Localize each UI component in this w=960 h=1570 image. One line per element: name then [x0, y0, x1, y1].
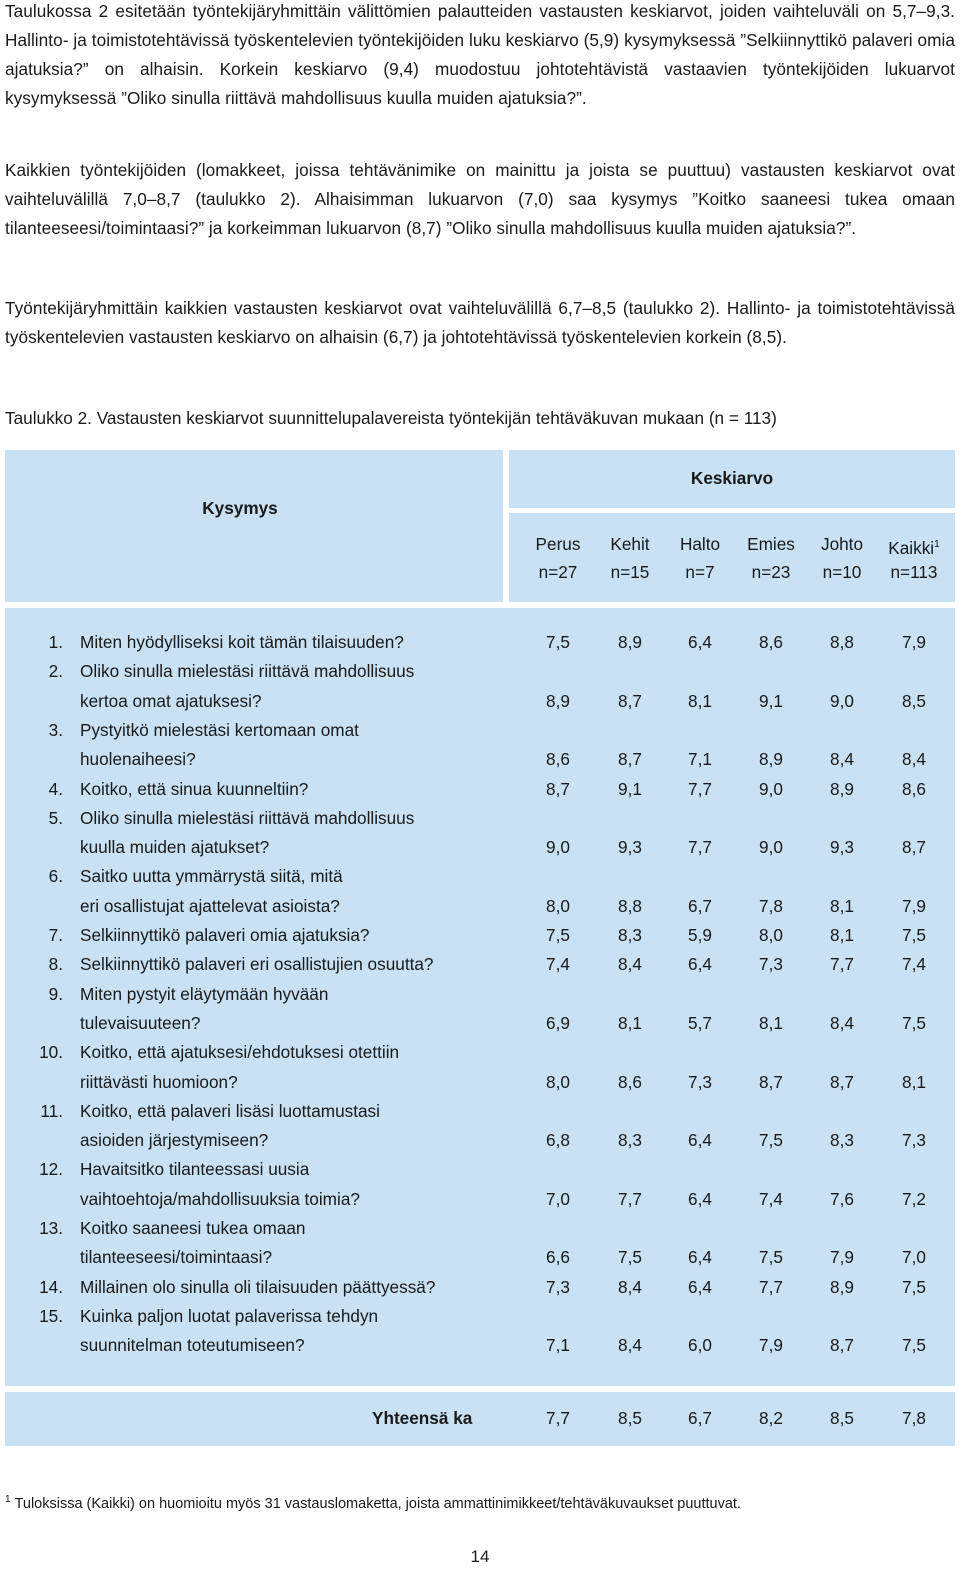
mean-value: 7,0	[902, 1247, 926, 1268]
group-header-n: n=7	[685, 562, 715, 582]
mean-value: 7,1	[546, 1335, 570, 1356]
mean-value: 8,1	[830, 925, 854, 945]
total-value: 8,2	[759, 1408, 783, 1428]
mean-value: 8,7	[830, 1071, 854, 1092]
mean-value: 8,8	[830, 632, 854, 652]
mean-value: 8,1	[688, 690, 712, 711]
question-text: Miten hyödylliseksi koit tämän tilaisuuden?	[80, 632, 404, 652]
mean-value: 7,7	[618, 1188, 642, 1209]
question-number: 1.	[48, 632, 63, 652]
question-text: suunnitelman toteutumiseen?	[80, 1335, 305, 1356]
total-label: Yhteensä ka	[372, 1408, 473, 1428]
question-text: Kuinka paljon luotat palaverissa tehdyn	[80, 1305, 379, 1326]
mean-value: 8,7	[618, 690, 642, 711]
group-header-name	[665, 530, 735, 559]
group-name: Kehit	[610, 534, 650, 554]
mean-value: 9,0	[546, 837, 570, 858]
mean-value: 8,7	[759, 1071, 783, 1092]
mean-value: 7,7	[759, 1276, 783, 1297]
total-value: 7,7	[546, 1408, 570, 1428]
intro-paragraph: Taulukossa 2 esitetään työntekijäryhmittäin välittömien palautteiden vastausten keskiarvot, joiden vaihteluväli on 5,7–9,3. Hallinto- ja toimistotehtävissä työskentelevien työntekijöiden luku keskiarvo (5,9) kysymyksessä ”Selkiinnyttikö palaveri omia ajatuksia?” on alhaisin. Korkein keskiarvo (9,4) muodostuu johtotehtävistä vastaavien työntekijöiden lukuarvot kysymyksessä ”Oliko sinulla riittävä mahdollisuus kuulla muiden ajatuksia?”.	[5, 1, 955, 108]
mean-value: 6,4	[688, 1188, 712, 1209]
group-name: Perus	[535, 534, 581, 554]
mean-value: 6,4	[688, 954, 712, 975]
question-text: Havaitsitko tilanteessasi uusia	[80, 1159, 310, 1180]
mean-value: 6,4	[688, 1247, 712, 1268]
footnote-reference: 1	[934, 539, 940, 550]
question-text: Koitko saaneesi tukea omaan	[80, 1218, 306, 1238]
mean-value: 8,0	[546, 895, 570, 916]
question-text: Pystyitkö mielestäsi kertomaan omat	[80, 719, 359, 740]
mean-value: 8,1	[618, 1012, 642, 1033]
mean-value: 5,9	[688, 925, 712, 945]
mean-value: 8,4	[618, 954, 642, 975]
question-text: Selkiinnyttikö palaveri omia ajatuksia?	[80, 925, 370, 945]
mean-value: 8,9	[759, 749, 783, 770]
mean-value: 7,9	[902, 632, 926, 652]
mean-value: 7,4	[902, 954, 926, 975]
mean-value: 7,3	[759, 954, 783, 975]
mean-value: 9,0	[830, 690, 854, 711]
mean-value: 8,6	[759, 632, 783, 652]
mean-value: 7,7	[688, 778, 712, 799]
mean-value: 8,1	[759, 1012, 783, 1033]
mean-value: 9,3	[618, 837, 642, 858]
question-text: tilanteeseesi/toimintaasi?	[80, 1247, 273, 1268]
question-number: 5.	[48, 807, 63, 828]
mean-value: 8,4	[830, 1012, 854, 1033]
question-text: Oliko sinulla mielestäsi riittävä mahdollisuus	[80, 661, 415, 682]
mean-value: 8,9	[830, 1276, 854, 1297]
mean-value: 7,4	[546, 954, 570, 975]
group-header-n: n=113	[890, 562, 938, 582]
group-header-name	[736, 530, 806, 559]
mean-value: 7,2	[902, 1188, 926, 1209]
mean-value: 8,3	[830, 1130, 854, 1151]
mean-value: 8,1	[830, 895, 854, 916]
mean-value: 9,0	[759, 837, 783, 858]
mean-value: 7,9	[759, 1335, 783, 1356]
question-number: 4.	[48, 778, 63, 799]
question-text: eri osallistujat ajattelevat asioista?	[80, 895, 340, 916]
group-name: Emies	[747, 534, 795, 554]
mean-value: 7,3	[546, 1276, 570, 1297]
question-number: 6.	[48, 866, 63, 887]
mean-value: 8,0	[759, 925, 783, 945]
question-text: Koitko, että palaveri lisäsi luottamustasi	[80, 1100, 380, 1121]
footnote	[5, 1488, 741, 1516]
mean-value: 9,1	[618, 778, 642, 799]
mean-value: 6,4	[688, 1276, 712, 1297]
question-text: Millainen olo sinulla oli tilaisuuden päättyessä?	[80, 1276, 436, 1297]
question-number: 15.	[39, 1305, 63, 1326]
total-value: 8,5	[830, 1408, 854, 1428]
footnote-marker: 1	[5, 1494, 11, 1505]
mean-value: 7,5	[902, 1335, 926, 1356]
mean-value: 8,4	[618, 1276, 642, 1297]
mean-value: 7,9	[902, 895, 926, 916]
question-number: 7.	[48, 925, 63, 945]
mean-value: 8,3	[618, 925, 642, 945]
mean-value: 7,5	[759, 1130, 783, 1151]
question-text: Oliko sinulla mielestäsi riittävä mahdollisuus	[80, 807, 415, 828]
mean-value: 7,3	[688, 1071, 712, 1092]
mean-value: 6,7	[688, 895, 712, 916]
group-name: Halto	[679, 534, 721, 554]
question-text: Koitko, että ajatuksesi/ehdotuksesi otettiin	[80, 1042, 400, 1063]
group-header-name	[523, 530, 593, 559]
mean-value: 8,7	[902, 837, 926, 858]
question-number: 3.	[48, 719, 63, 740]
page-number: 14	[470, 1547, 490, 1566]
question-text: vaihtoehtoja/mahdollisuuksia toimia?	[80, 1188, 360, 1209]
mean-value: 7,3	[902, 1130, 926, 1151]
mean-value: 8,6	[546, 749, 570, 770]
mean-value: 7,5	[902, 1276, 926, 1297]
mean-value: 8,8	[618, 895, 642, 916]
group-header-name	[807, 530, 877, 559]
mean-value: 5,7	[688, 1012, 712, 1033]
mean-value: 8,5	[902, 690, 926, 711]
question-number: 2.	[48, 661, 63, 682]
question-text: kertoa omat ajatuksesi?	[80, 690, 262, 711]
question-text: asioiden järjestymiseen?	[80, 1130, 269, 1151]
mean-value: 8,1	[902, 1071, 926, 1092]
footnote-text: Tuloksissa (Kaikki) on huomioitu myös 31 vastauslomaketta, joista ammattinimikkeet/tehtäväkuvaukset puuttuvat.	[14, 1496, 741, 1512]
question-number: 9.	[48, 983, 63, 1004]
mean-value: 7,7	[830, 954, 854, 975]
mean-value: 8,7	[830, 1335, 854, 1356]
mean-value: 7,5	[759, 1247, 783, 1268]
mean-value: 6,0	[688, 1335, 712, 1356]
mean-value: 7,7	[688, 837, 712, 858]
question-number: 11.	[40, 1100, 63, 1121]
group-header-n: n=23	[751, 562, 791, 582]
mean-value: 8,9	[546, 690, 570, 711]
group-header-n: n=10	[822, 562, 862, 582]
mean-value: 8,9	[618, 632, 642, 652]
mean-value: 8,7	[618, 749, 642, 770]
mean-value: 8,7	[546, 778, 570, 799]
mean-value: 7,6	[830, 1188, 854, 1209]
mean-value: 7,5	[902, 1012, 926, 1033]
mean-value: 9,3	[830, 837, 854, 858]
total-value: 8,5	[618, 1408, 642, 1428]
question-text: riittävästi huomioon?	[80, 1071, 238, 1092]
mean-value: 6,4	[688, 632, 712, 652]
mean-value: 6,6	[546, 1247, 570, 1268]
question-number: 14.	[39, 1276, 63, 1297]
group-name: Kaikki	[888, 538, 935, 558]
total-value: 7,8	[902, 1408, 926, 1428]
question-text: Saitko uutta ymmärrystä siitä, mitä	[80, 866, 343, 887]
mean-value: 8,0	[546, 1071, 570, 1092]
mean-value: 7,5	[618, 1247, 642, 1268]
mean-value: 7,8	[759, 895, 783, 916]
mean-value: 8,6	[902, 778, 926, 799]
mean-value: 7,4	[759, 1188, 783, 1209]
total-value: 6,7	[688, 1408, 712, 1428]
mean-value: 7,9	[830, 1247, 854, 1268]
mean-value: 6,8	[546, 1130, 570, 1151]
question-text: Koitko, että sinua kuunneltiin?	[80, 778, 309, 799]
mean-value: 8,4	[830, 749, 854, 770]
question-number: 13.	[39, 1218, 63, 1238]
mean-value: 6,4	[688, 1130, 712, 1151]
group-header-n: n=15	[610, 562, 650, 582]
group-header-name	[595, 530, 665, 559]
group-paragraph: Työntekijäryhmittäin kaikkien vastausten keskiarvot ovat vaihteluvälillä 6,7–8,5 (taulukko 2). Hallinto- ja toimistotehtävissä työskentelevien vastausten keskiarvo on alhaisin (6,7) ja johtotehtävissä työskentelevien korkein (8,5).	[5, 298, 955, 347]
mean-value: 7,1	[688, 749, 712, 770]
mean-column-header: Keskiarvo	[690, 468, 774, 488]
question-text: huolenaiheesi?	[80, 749, 196, 770]
mean-value: 9,0	[759, 778, 783, 799]
question-text: Miten pystyit eläytymään hyvään	[80, 983, 329, 1004]
mean-value: 8,4	[902, 749, 926, 770]
question-number: 10.	[39, 1042, 63, 1063]
question-header-cell	[5, 450, 503, 602]
question-text: Selkiinnyttikö palaveri eri osallistujien osuutta?	[80, 954, 434, 975]
mean-value: 8,9	[830, 778, 854, 799]
mean-value: 7,5	[546, 632, 570, 652]
mean-value: 6,9	[546, 1012, 570, 1033]
mean-value: 8,4	[618, 1335, 642, 1356]
question-text: kuulla muiden ajatukset?	[80, 837, 270, 858]
question-number: 12.	[39, 1159, 63, 1180]
question-text: tulevaisuuteen?	[80, 1012, 201, 1033]
mean-value: 8,3	[618, 1130, 642, 1151]
mean-value: 9,1	[759, 690, 783, 711]
mean-value: 7,5	[902, 925, 926, 945]
all-employees-paragraph: Kaikkien työntekijöiden (lomakkeet, joissa tehtävänimike on mainittu ja joista se puuttuu) vastausten keskiarvot ovat vaihteluvälillä 7,0–8,7 (taulukko 2). Alhaisimman lukuarvon (7,0) saa kysymys ”Koitko saaneesi tukea omaan tilanteeseesi/toimintaasi?” ja korkeimman lukuarvon (8,7) ”Oliko sinulla mahdollisuus kuulla muiden ajatuksia?”.	[5, 160, 955, 238]
question-column-header: Kysymys	[202, 498, 278, 518]
question-number: 8.	[48, 954, 63, 975]
mean-value: 7,5	[546, 925, 570, 945]
group-name: Johto	[820, 534, 864, 554]
table-caption: Taulukko 2. Vastausten keskiarvot suunnittelupalavereista työntekijän tehtäväkuvan mukaan (n = 113)	[5, 408, 777, 428]
group-header-n: n=27	[538, 562, 578, 582]
mean-value: 7,0	[546, 1188, 570, 1209]
mean-value: 8,6	[618, 1071, 642, 1092]
